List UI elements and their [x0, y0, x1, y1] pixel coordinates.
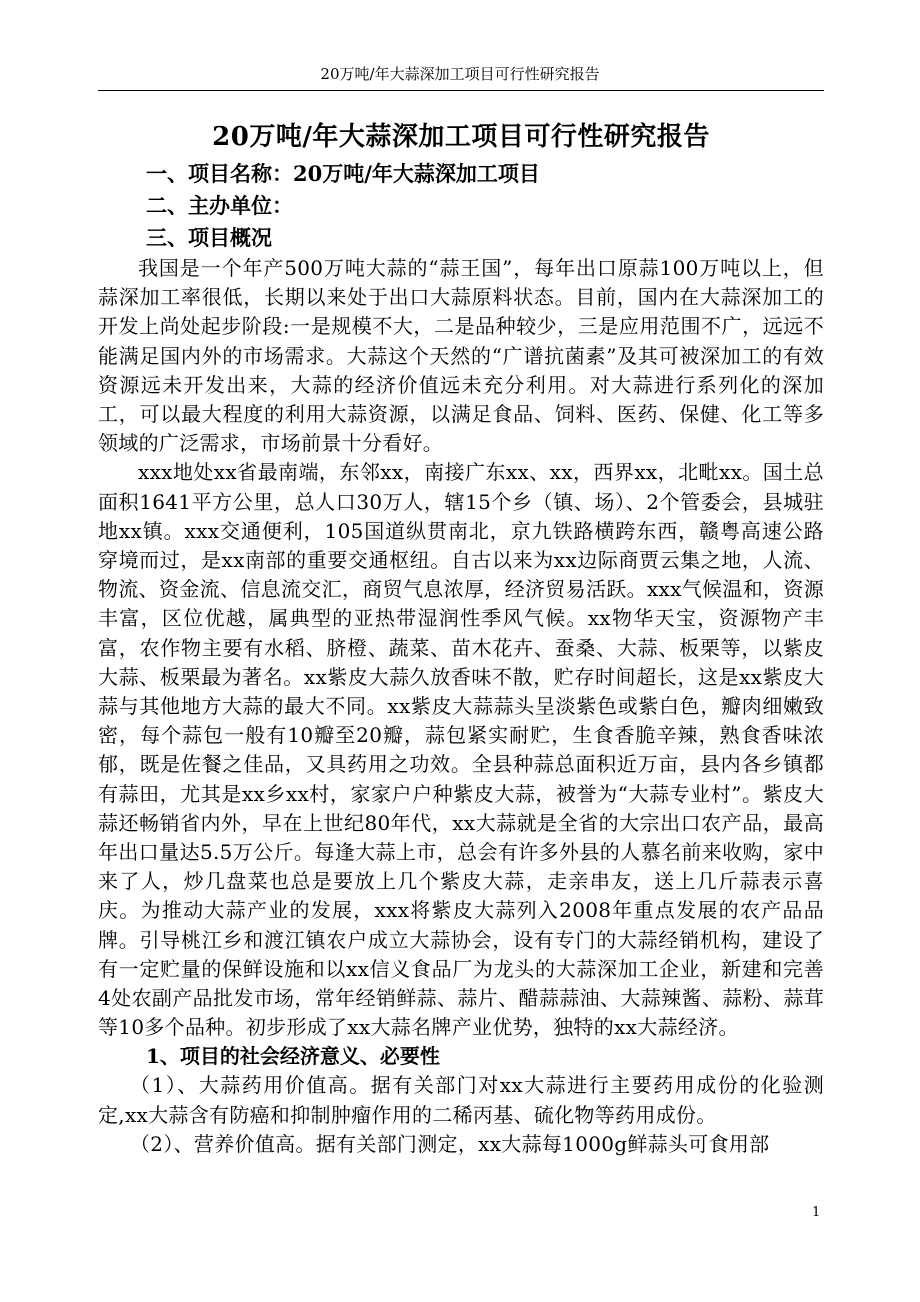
item-nutritional-value: （2）、营养价值高。据有关部门测定，xx大蒜每1000g鲜蒜头可食用部 — [130, 1131, 770, 1156]
section-heading-overview: 三、项目概况 — [146, 225, 272, 250]
paragraph-national-overview: 我国是一个年产500万吨大蒜的“蒜王国”，每年出口原蒜100万吨以上，但蒜深加工率很低，长期以来处于出口大蒜原料状态。目前，国内在大蒜深加工的开发上尚处起步阶段:一是规模不大，二是品种较少，三是应用范围不广，远远不能满足国内外的市场需求。大蒜这个天然的“广谱抗菌素”及其可被深加工的有效资源远未开发出来，大蒜的经济价值远未充分利用。对大蒜进行系列化的深加工，可以最大程度的利用大蒜资源，以满足食品、饲料、医药、保健、化工等多领域的广泛需求，市场前景十分看好。 — [98, 256, 824, 456]
header-divider — [98, 90, 824, 91]
document-title: 20万吨/年大蒜深加工项目可行性研究报告 — [212, 122, 710, 152]
paragraph-county-overview: xxx地处xx省最南端，东邻xx，南接广东xx、xx，西界xx，北毗xx。国土总面积1641平方公里，总人口30万人，辖15个乡（镇、场）、2个管委会，县城驻地xx镇。xxx交通便利，105国道纵贯南北，京九铁路横跨东西，赣粤高速公路穿境而过，是xx南部的重要交通枢纽。自古以来为xx边际商贾云集之地，人流、物流、资金流、信息流交汇，商贸气息浓厚，经济贸易活跃。xxx气候温和，资源丰富，区位优越，属典型的亚热带湿润性季风气候。xx物华天宝，资源物产丰富，农作物主要有水稻、脐橙、蔬菜、苗木花卉、蚕桑、大蒜、板栗等，以紫皮大蒜、板栗最为著名。xx紫皮大蒜久放香味不散，贮存时间超长，这是xx紫皮大蒜与其他地方大蒜的最大不同。xx紫皮大蒜蒜头呈淡紫色或紫白色，瓣肉细嫩致密，每个蒜包一般有10瓣至20瓣，蒜包紧实耐贮，生食香脆辛辣，熟食香味浓郁，既是佐餐之佳品，又具药用之功效。全县种蒜总面积近万亩，县内各乡镇都有蒜田，尤其是xx乡xx村，家家户户种紫皮大蒜，被誉为“大蒜专业村”。紫皮大蒜还畅销省内外，早在上世纪80年代，xx大蒜就是全省的大宗出口农产品，最高年出口量达5.5万公斤。每逢大蒜上市，总会有许多外县的人慕名前来收购，家中来了人，炒几盘菜也总是要放上几个紫皮大蒜，走亲串友，送上几斤蒜表示喜庆。为推动大蒜产业的发展，xxx将紫皮大蒜列入2008年重点发展的农产品品牌。引导桃江乡和渡江镇农户成立大蒜协会，设有专门的大蒜经销机构，建设了有一定贮量的保鲜设施和以xx信义食品厂为龙头的大蒜深加工企业，新建和完善4处农副产品批发市场，常年经销鲜蒜、蒜片、醋蒜蒜油、大蒜辣酱、蒜粉、蒜茸等10多个品种。初步形成了xx大蒜名牌产业优势，独特的xx大蒜经济。 — [98, 460, 824, 1040]
page-number: 1 — [812, 1205, 821, 1220]
item-medicinal-value: （1）、大蒜药用价值高。据有关部门对xx大蒜进行主要药用成份的化验测定,xx大蒜含有防癌和抑制肿瘤作用的二稀丙基、硫化物等药用成份。 — [98, 1073, 824, 1127]
section-heading-host-unit: 二、主办单位： — [146, 193, 293, 218]
section-heading-project-name: 一、项目名称：20万吨/年大蒜深加工项目 — [146, 161, 540, 186]
subheading-significance: 1、项目的社会经济意义、必要性 — [146, 1044, 440, 1069]
document-body — [98, 118, 824, 1159]
running-header: 20万吨/年大蒜深加工项目可行性研究报告 — [320, 65, 600, 83]
